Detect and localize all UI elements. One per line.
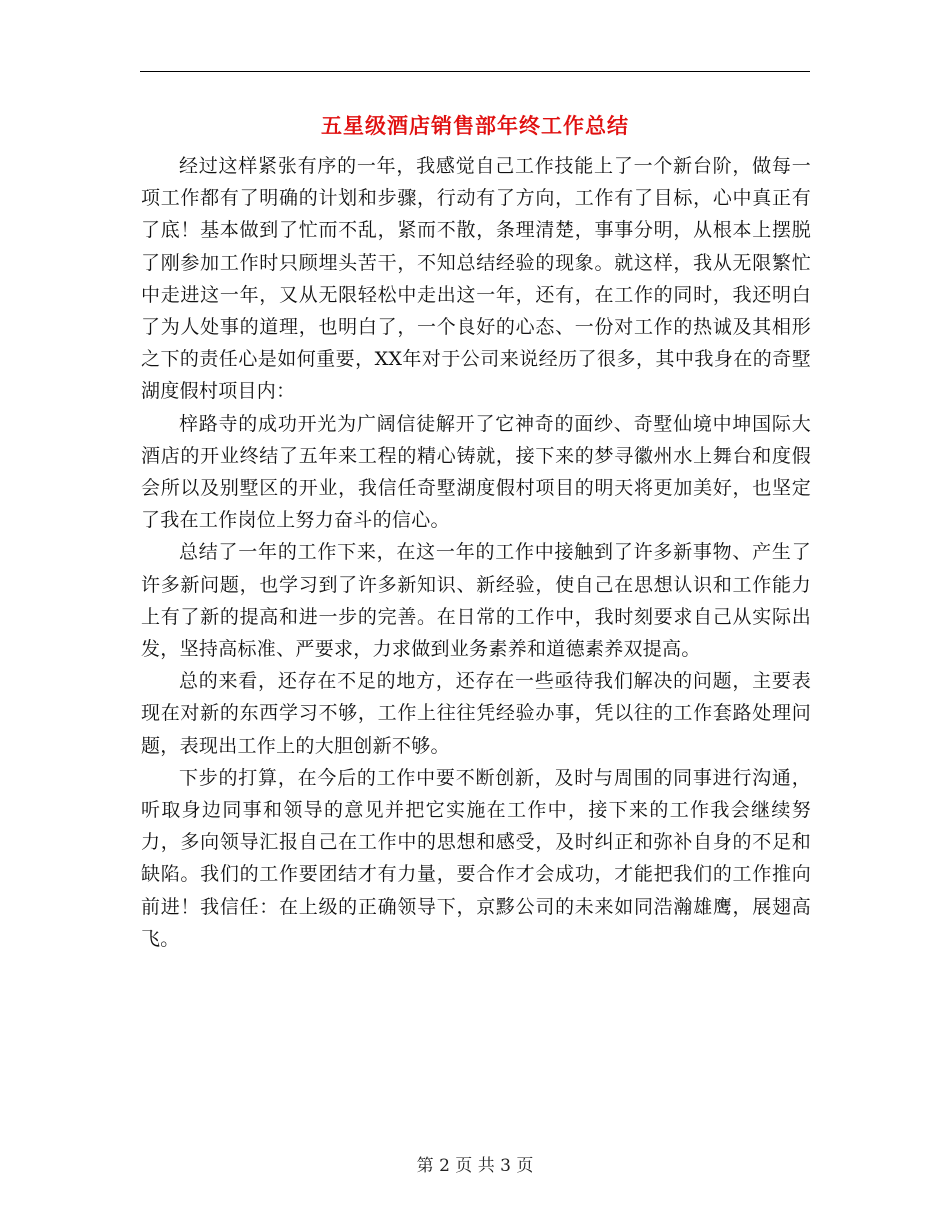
document-title: 五星级酒店销售部年终工作总结 <box>321 113 629 138</box>
paragraph-5: 下步的打算，在今后的工作中要不断创新，及时与周围的同事进行沟通，听取身边同事和领导的意见并把它实施在工作中，接下来的工作我会继续努力，多向领导汇报自己在工作中的思想和感受，及时纠正和弥补自身的不足和缺陷。我们的工作要团结才有力量，要合作才会成功，才能把我们的工作推向前进！我信任：在上级的正确领导下，京黟公司的未来如同浩瀚雄鹰，展翅高飞。 <box>141 766 811 950</box>
paragraph-4: 总的来看，还存在不足的地方，还存在一些亟待我们解决的问题，主要表现在对新的东西学习不够，工作上往往凭经验办事，凭以往的工作套路处理问题，表现出工作上的大胆创新不够。 <box>141 670 811 757</box>
paragraph-1: 经过这样紧张有序的一年，我感觉自己工作技能上了一个新台阶，做每一项工作都有了明确的计划和步骤，行动有了方向，工作有了目标，心中真正有了底！基本做到了忙而不乱，紧而不散，条理清楚，事事分明，从根本上摆脱了刚参加工作时只顾埋头苦干，不知总结经验的现象。就这样，我从无限繁忙中走进这一年，又从无限轻松中走出这一年，还有，在工作的同时，我还明白了为人处事的道理，也明白了，一个良好的心态、一份对工作的热诚及其相形之下的责任心是如何重要，XX年对于公司来说经历了很多，其中我身在的奇墅湖度假村项目内： <box>141 155 811 403</box>
paragraph-2: 梓路寺的成功开光为广阔信徒解开了它神奇的面纱、奇墅仙境中坤国际大酒店的开业终结了五年来工程的精心铸就，接下来的梦寻徽州水上舞台和度假会所以及别墅区的开业，我信任奇墅湖度假村项目的明天将更加美好，也坚定了我在工作岗位上努力奋斗的信心。 <box>141 412 811 532</box>
header-rule <box>140 71 810 72</box>
paragraph-3: 总结了一年的工作下来，在这一年的工作中接触到了许多新事物、产生了许多新问题，也学习到了许多新知识、新经验，使自己在思想认识和工作能力上有了新的提高和进一步的完善。在日常的工作中，我时刻要求自己从实际出发，坚持高标准、严要求，力求做到业务素养和道德素养双提高。 <box>141 541 811 661</box>
page-footer: 第 2 页 共 3 页 <box>416 1156 534 1176</box>
document-body <box>141 150 811 955</box>
